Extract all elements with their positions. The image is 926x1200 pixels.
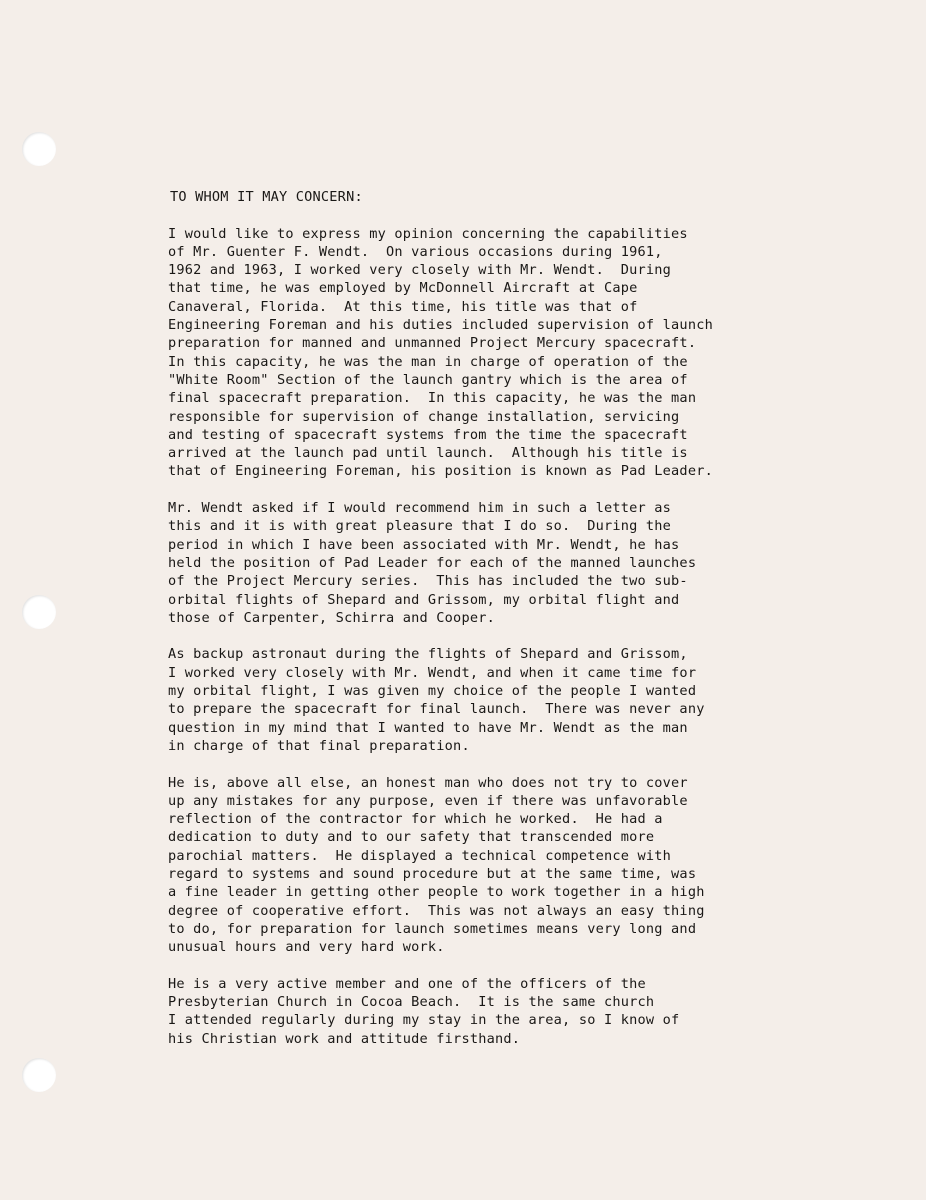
text-line: He is a very active member and one of the officers of the — [168, 975, 646, 992]
text-line: regard to systems and sound procedure but at the same time, was — [168, 865, 697, 882]
binder-hole-top — [22, 132, 56, 166]
text-line: dedication to duty and to our safety that transcended more — [168, 829, 655, 846]
letter-body — [168, 188, 778, 1066]
binder-hole-bottom — [22, 1058, 56, 1092]
text-line: orbital flights of Shepard and Grissom, my orbital flight and — [168, 591, 680, 608]
text-line: degree of cooperative effort. This was not always an easy thing — [168, 902, 705, 919]
text-line: "White Room" Section of the launch gantry which is the area of — [168, 371, 688, 388]
text-line: in charge of that final preparation. — [168, 737, 470, 754]
text-line: Presbyterian Church in Cocoa Beach. It is the same church — [168, 994, 655, 1011]
text-line: those of Carpenter, Schirra and Cooper. — [168, 609, 495, 626]
text-line: arrived at the launch pad until launch. Although his title is — [168, 445, 688, 462]
text-line: to prepare the spacecraft for final launch. There was never any — [168, 701, 705, 718]
text-line: I attended regularly during my stay in the area, so I know of — [168, 1012, 680, 1029]
text-line: period in which I have been associated with Mr. Wendt, he has — [168, 536, 680, 553]
text-line: Mr. Wendt asked if I would recommend him in such a letter as — [168, 500, 672, 517]
text-line: a fine leader in getting other people to work together in a high — [168, 884, 705, 901]
text-line: held the position of Pad Leader for each of the manned launches — [168, 554, 697, 571]
text-line: Canaveral, Florida. At this time, his title was that of — [168, 298, 638, 315]
paragraph-3 — [168, 645, 778, 755]
text-line: my orbital flight, I was given my choice of the people I wanted — [168, 683, 697, 700]
text-line: of Mr. Guenter F. Wendt. On various occasions during 1961, — [168, 243, 663, 260]
text-line: final spacecraft preparation. In this capacity, he was the man — [168, 390, 697, 407]
text-line: up any mistakes for any purpose, even if there was unfavorable — [168, 792, 688, 809]
text-line: I would like to express my opinion concerning the capabilities — [168, 225, 688, 242]
text-line: Engineering Foreman and his duties included supervision of launch — [168, 317, 713, 334]
text-line: In this capacity, he was the man in charge of operation of the — [168, 353, 688, 370]
text-line: reflection of the contractor for which he worked. He had a — [168, 811, 663, 828]
text-line: 1962 and 1963, I worked very closely with Mr. Wendt. During — [168, 262, 672, 279]
text-line: He is, above all else, an honest man who does not try to cover — [168, 774, 688, 791]
text-line: that time, he was employed by McDonnell Aircraft at Cape — [168, 280, 638, 297]
text-line: this and it is with great pleasure that I do so. During the — [168, 518, 672, 535]
paragraph-2 — [168, 499, 778, 627]
text-line: I worked very closely with Mr. Wendt, and when it came time for — [168, 664, 697, 681]
text-line: question in my mind that I wanted to have Mr. Wendt as the man — [168, 719, 688, 736]
text-line: preparation for manned and unmanned Project Mercury spacecraft. — [168, 335, 697, 352]
text-line: to do, for preparation for launch sometimes means very long and — [168, 920, 697, 937]
paragraph-4 — [168, 774, 778, 957]
paragraph-1 — [168, 225, 778, 481]
text-line: unusual hours and very hard work. — [168, 939, 445, 956]
text-line: As backup astronaut during the flights of Shepard and Grissom, — [168, 646, 688, 663]
text-line: responsible for supervision of change installation, servicing — [168, 408, 680, 425]
text-line: parochial matters. He displayed a technical competence with — [168, 847, 672, 864]
text-line: his Christian work and attitude firsthand. — [168, 1030, 521, 1047]
salutation: TO WHOM IT MAY CONCERN: — [170, 189, 363, 205]
text-line: of the Project Mercury series. This has included the two sub- — [168, 573, 688, 590]
paragraph-5 — [168, 975, 778, 1048]
binder-hole-middle — [22, 595, 56, 629]
text-line: and testing of spacecraft systems from the time the spacecraft — [168, 426, 688, 443]
text-line: that of Engineering Foreman, his position is known as Pad Leader. — [168, 463, 713, 480]
